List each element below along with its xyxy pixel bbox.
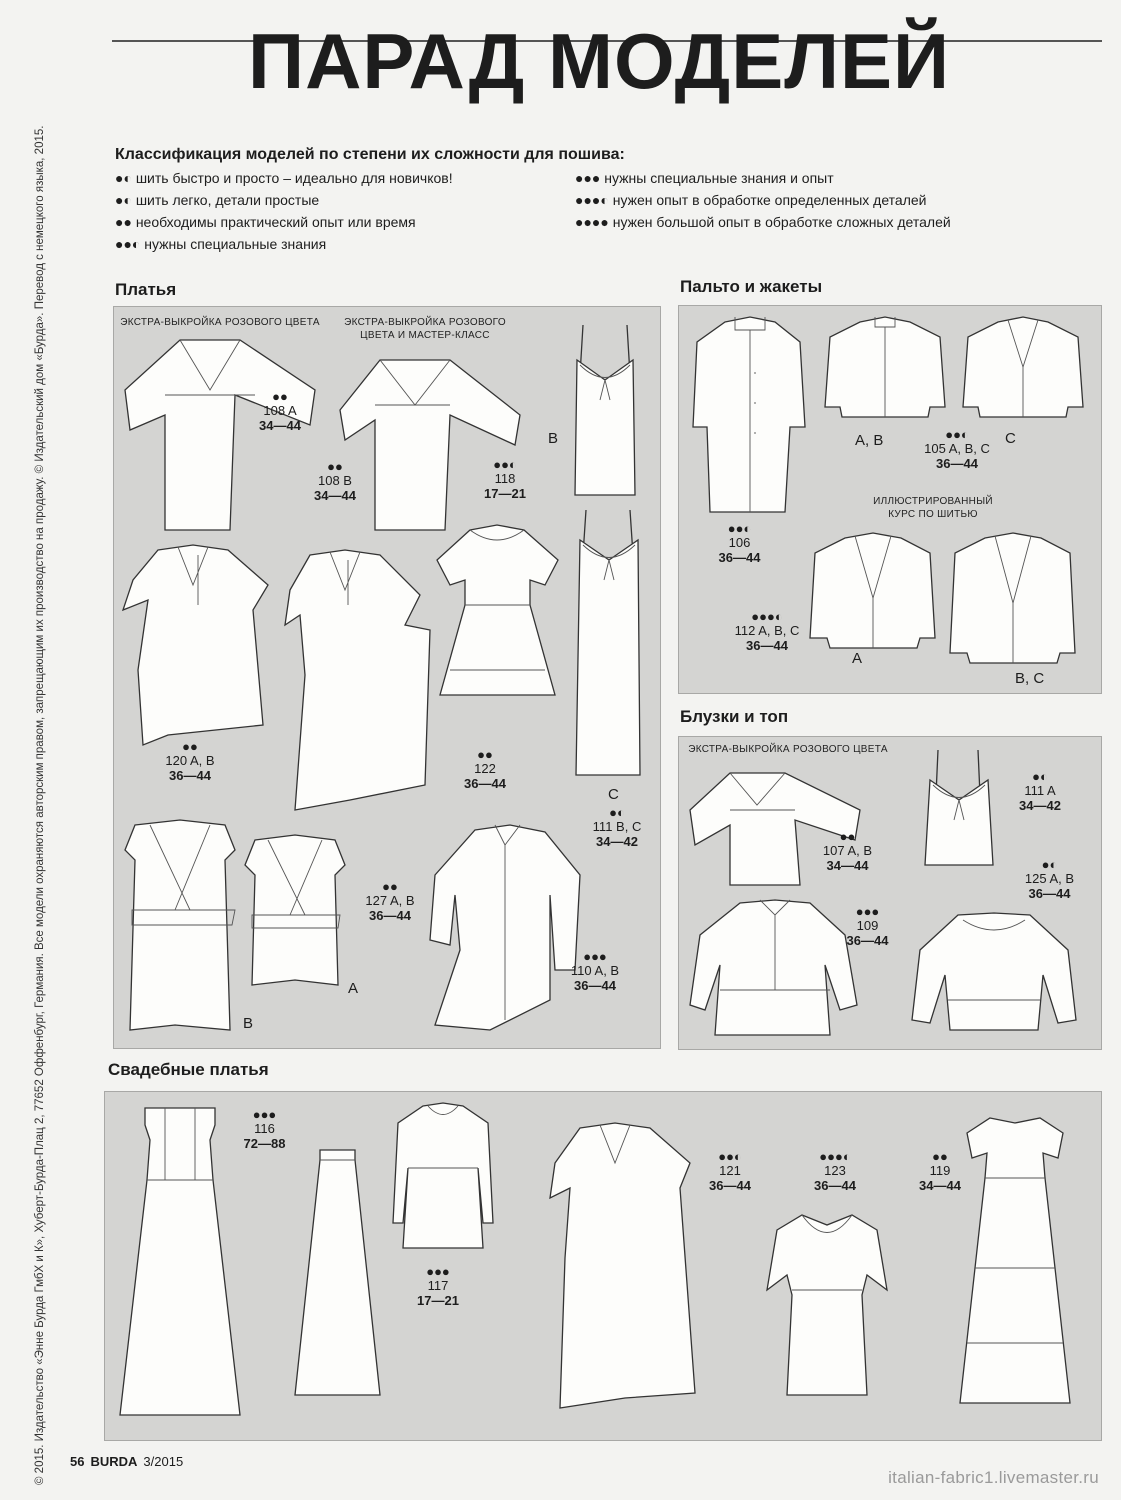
gown-116-sketch: [115, 1100, 245, 1420]
legend-text: необходимы практический опыт или время: [135, 214, 416, 230]
model-number: 105 A, B, C: [924, 441, 990, 456]
dress-123-sketch: [762, 1205, 892, 1400]
model-size: 36—44: [709, 1178, 751, 1193]
variant-112-a: A: [852, 650, 863, 667]
note-pink-extra: ЭКСТРА-ВЫКРОЙКА РОЗОВОГО ЦВЕТА: [120, 317, 320, 328]
difficulty-dots: ●●●: [252, 1107, 277, 1122]
model-116: [232, 1108, 297, 1151]
model-size: 34—44: [826, 858, 869, 873]
section-title-blouses: Блузки и топ: [680, 707, 789, 726]
model-size: 34—44: [259, 418, 301, 433]
difficulty-dots: ●●: [382, 879, 398, 894]
model-number: 107 A, B: [822, 843, 873, 858]
model-number: 118: [494, 471, 516, 486]
model-111a: [1005, 770, 1075, 813]
jacket-112bc-sketch: [945, 528, 1080, 668]
model-size: 36—44: [936, 456, 978, 471]
dress-127b-sketch: [120, 815, 245, 1040]
model-108a: [245, 390, 315, 433]
section-title-coats: Пальто и жакеты: [680, 277, 823, 296]
copyright-text: © 2015. Издательство «Энне Бурда ГмбХ и К», Хуберт-Бурда-Плац 2, 77652 Оффенбург, Германия. Все модели охраняются авторским правом, запрещающим их производство на продажу. © Издательский дом «Бурда». Перевод с немецкого языка, 2015.: [34, 125, 46, 1485]
note-pink-extra-blouse: ЭКСТРА-ВЫКРОЙКА РОЗОВОГО ЦВЕТА: [688, 744, 888, 755]
difficulty-dots: ●●: [272, 389, 288, 404]
model-size: 36—44: [574, 978, 616, 993]
model-105: [912, 428, 1002, 471]
model-size: 72—88: [243, 1136, 286, 1151]
model-number: 108 B: [318, 473, 352, 488]
top-127a-sketch: [240, 830, 350, 990]
legend-text: шить быстро и просто – идеально для новичков!: [135, 170, 453, 186]
model-108b: [300, 460, 370, 503]
shirt-dress-110-sketch: [420, 820, 585, 1035]
legend-item: [115, 189, 453, 211]
page-number: 56: [70, 1454, 85, 1469]
model-110: [555, 950, 635, 993]
coat-106-sketch: [685, 312, 810, 517]
jacket-105c-sketch: [958, 312, 1088, 422]
model-size: 36—44: [169, 768, 211, 783]
variant-118-b: B: [548, 430, 559, 447]
difficulty-dots: ●●●: [575, 170, 601, 186]
model-size: 36—44: [846, 933, 889, 948]
variant-105-c: C: [1005, 430, 1016, 447]
model-number: 111 A: [1024, 783, 1056, 798]
difficulty-dots: ●●: [182, 739, 198, 754]
difficulty-dots: ●●●●: [575, 214, 609, 230]
model-112: [722, 610, 812, 653]
model-number: 109: [856, 918, 879, 933]
difficulty-dots: ●●●◐: [819, 1149, 851, 1164]
difficulty-dots: ●◐: [609, 805, 625, 820]
dress-108b-sketch: [335, 355, 535, 535]
difficulty-dots: ●●◐: [718, 1149, 742, 1164]
model-number: 123: [824, 1163, 846, 1178]
variant-127-a: A: [348, 980, 359, 997]
legend-item: [115, 233, 453, 255]
model-size: 36—44: [814, 1178, 856, 1193]
dress-108a-sketch: [120, 335, 330, 535]
magazine-name: BURDA: [90, 1454, 138, 1469]
page-title: ПАРАД МОДЕЛЕЙ: [248, 17, 951, 105]
model-109: [830, 905, 905, 948]
difficulty-dots: ●●●◐: [751, 609, 783, 624]
difficulty-dots: ●●: [932, 1149, 948, 1164]
difficulty-dots: ●●◐: [115, 236, 141, 252]
model-number: 116: [254, 1121, 275, 1136]
difficulty-dots: ●●: [327, 459, 343, 474]
model-size: 36—44: [464, 776, 506, 791]
difficulty-dots: ●●●: [583, 949, 607, 964]
variant-105-ab: A, B: [855, 432, 884, 449]
difficulty-dots: ●◐: [115, 170, 132, 186]
variant-111-c: C: [608, 786, 619, 803]
section-title-wedding: Свадебные платья: [108, 1060, 269, 1079]
difficulty-dots: ●●◐: [727, 521, 752, 536]
gown-121-sketch: [540, 1118, 700, 1413]
model-size: 17—21: [417, 1293, 459, 1308]
model-number: 108 A: [263, 403, 297, 418]
legend-item: [115, 167, 453, 189]
issue-number: 3/2015: [143, 1454, 184, 1469]
legend-text: нужен большой опыт в обработке сложных деталей: [612, 214, 951, 230]
model-125: [1012, 858, 1087, 901]
legend-item: [575, 189, 951, 211]
model-111bc: [582, 806, 652, 849]
legend-column-left: [115, 167, 453, 255]
dress-117-sketch: [388, 1098, 498, 1258]
model-107: [810, 830, 885, 873]
legend-text: нужны специальные знания и опыт: [604, 170, 834, 186]
model-size: 36—44: [369, 908, 411, 923]
model-size: 17—21: [484, 486, 526, 501]
maxi-slip-111-sketch: [568, 505, 650, 780]
legend-item: [115, 211, 453, 233]
model-size: 36—44: [746, 638, 788, 653]
model-number: 121: [719, 1163, 741, 1178]
model-size: 34—42: [596, 834, 638, 849]
dress-122-sketch: [430, 520, 565, 705]
variant-127-b: B: [243, 1015, 254, 1032]
model-number: 120 A, B: [165, 753, 215, 768]
model-122: [450, 748, 520, 791]
model-number: 127 A, B: [365, 893, 415, 908]
dress-120a-sketch: [118, 540, 288, 755]
model-number: 117: [427, 1278, 449, 1293]
model-106: [702, 522, 777, 565]
legend-column-right: [575, 167, 951, 233]
difficulty-dots: ●●◐: [945, 427, 969, 442]
variant-112-bc: B, C: [1015, 670, 1045, 687]
model-number: 106: [728, 535, 751, 550]
legend-heading: Классификация моделей по степени их сложности для пошива:: [115, 146, 625, 163]
model-number: 122: [474, 761, 496, 776]
model-120: [150, 740, 230, 783]
jacket-105ab-sketch: [820, 312, 950, 422]
model-number: 112 A, B, C: [734, 623, 800, 638]
model-127: [350, 880, 430, 923]
top-111a-sketch: [918, 745, 1000, 870]
note-illustrated-course: ИЛЛЮСТРИРОВАННЫЙ КУРС ПО ШИТЬЮ: [873, 496, 993, 520]
model-size: 34—44: [314, 488, 356, 503]
model-123: [795, 1150, 875, 1193]
slip-dress-118-sketch: [565, 320, 645, 500]
watermark: italian-fabric1.livemaster.ru: [888, 1468, 1099, 1487]
difficulty-dots: ●●◐: [493, 457, 517, 472]
skirt-117-sketch: [290, 1145, 385, 1400]
difficulty-dots: ●◐: [115, 192, 132, 208]
copyright-sidebar: [20, 105, 60, 1485]
blouse-125-sketch: [908, 905, 1080, 1035]
model-size: 36—44: [1028, 886, 1071, 901]
note-pink-extra-master: ЭКСТРА-ВЫКРОЙКА РОЗОВОГО ЦВЕТА И МАСТЕР-КЛАСС: [344, 317, 506, 341]
legend-item: [575, 211, 951, 233]
model-number: 110 A, B: [570, 963, 620, 978]
difficulty-dots: ●●●◐: [575, 192, 609, 208]
section-title-dresses: Платья: [115, 280, 177, 299]
difficulty-dots: ●◐: [1041, 857, 1058, 872]
jacket-112a-sketch: [805, 528, 940, 653]
model-117: [403, 1265, 473, 1308]
difficulty-dots: ●◐: [1032, 769, 1048, 784]
model-number: 125 A, B: [1024, 871, 1075, 886]
legend-item: [575, 167, 951, 189]
model-number: 111 B, C: [592, 819, 642, 834]
model-size: 34—42: [1019, 798, 1061, 813]
model-size: 36—44: [718, 550, 761, 565]
difficulty-dots: ●●: [115, 214, 132, 230]
difficulty-dots: ●●: [477, 747, 493, 762]
difficulty-dots: ●●●: [855, 904, 880, 919]
dress-120b-sketch: [280, 545, 445, 815]
model-number: 119: [929, 1163, 951, 1178]
legend-text: нужны специальные знания: [144, 236, 327, 252]
model-119: [905, 1150, 975, 1193]
model-118: [475, 458, 535, 501]
legend-text: шить легко, детали простые: [135, 192, 320, 208]
page-footer: [70, 1454, 183, 1469]
model-121: [695, 1150, 765, 1193]
difficulty-dots: ●●●: [426, 1264, 450, 1279]
difficulty-dots: ●●: [839, 829, 856, 844]
legend-text: нужен опыт в обработке определенных деталей: [612, 192, 927, 208]
model-size: 34—44: [919, 1178, 961, 1193]
